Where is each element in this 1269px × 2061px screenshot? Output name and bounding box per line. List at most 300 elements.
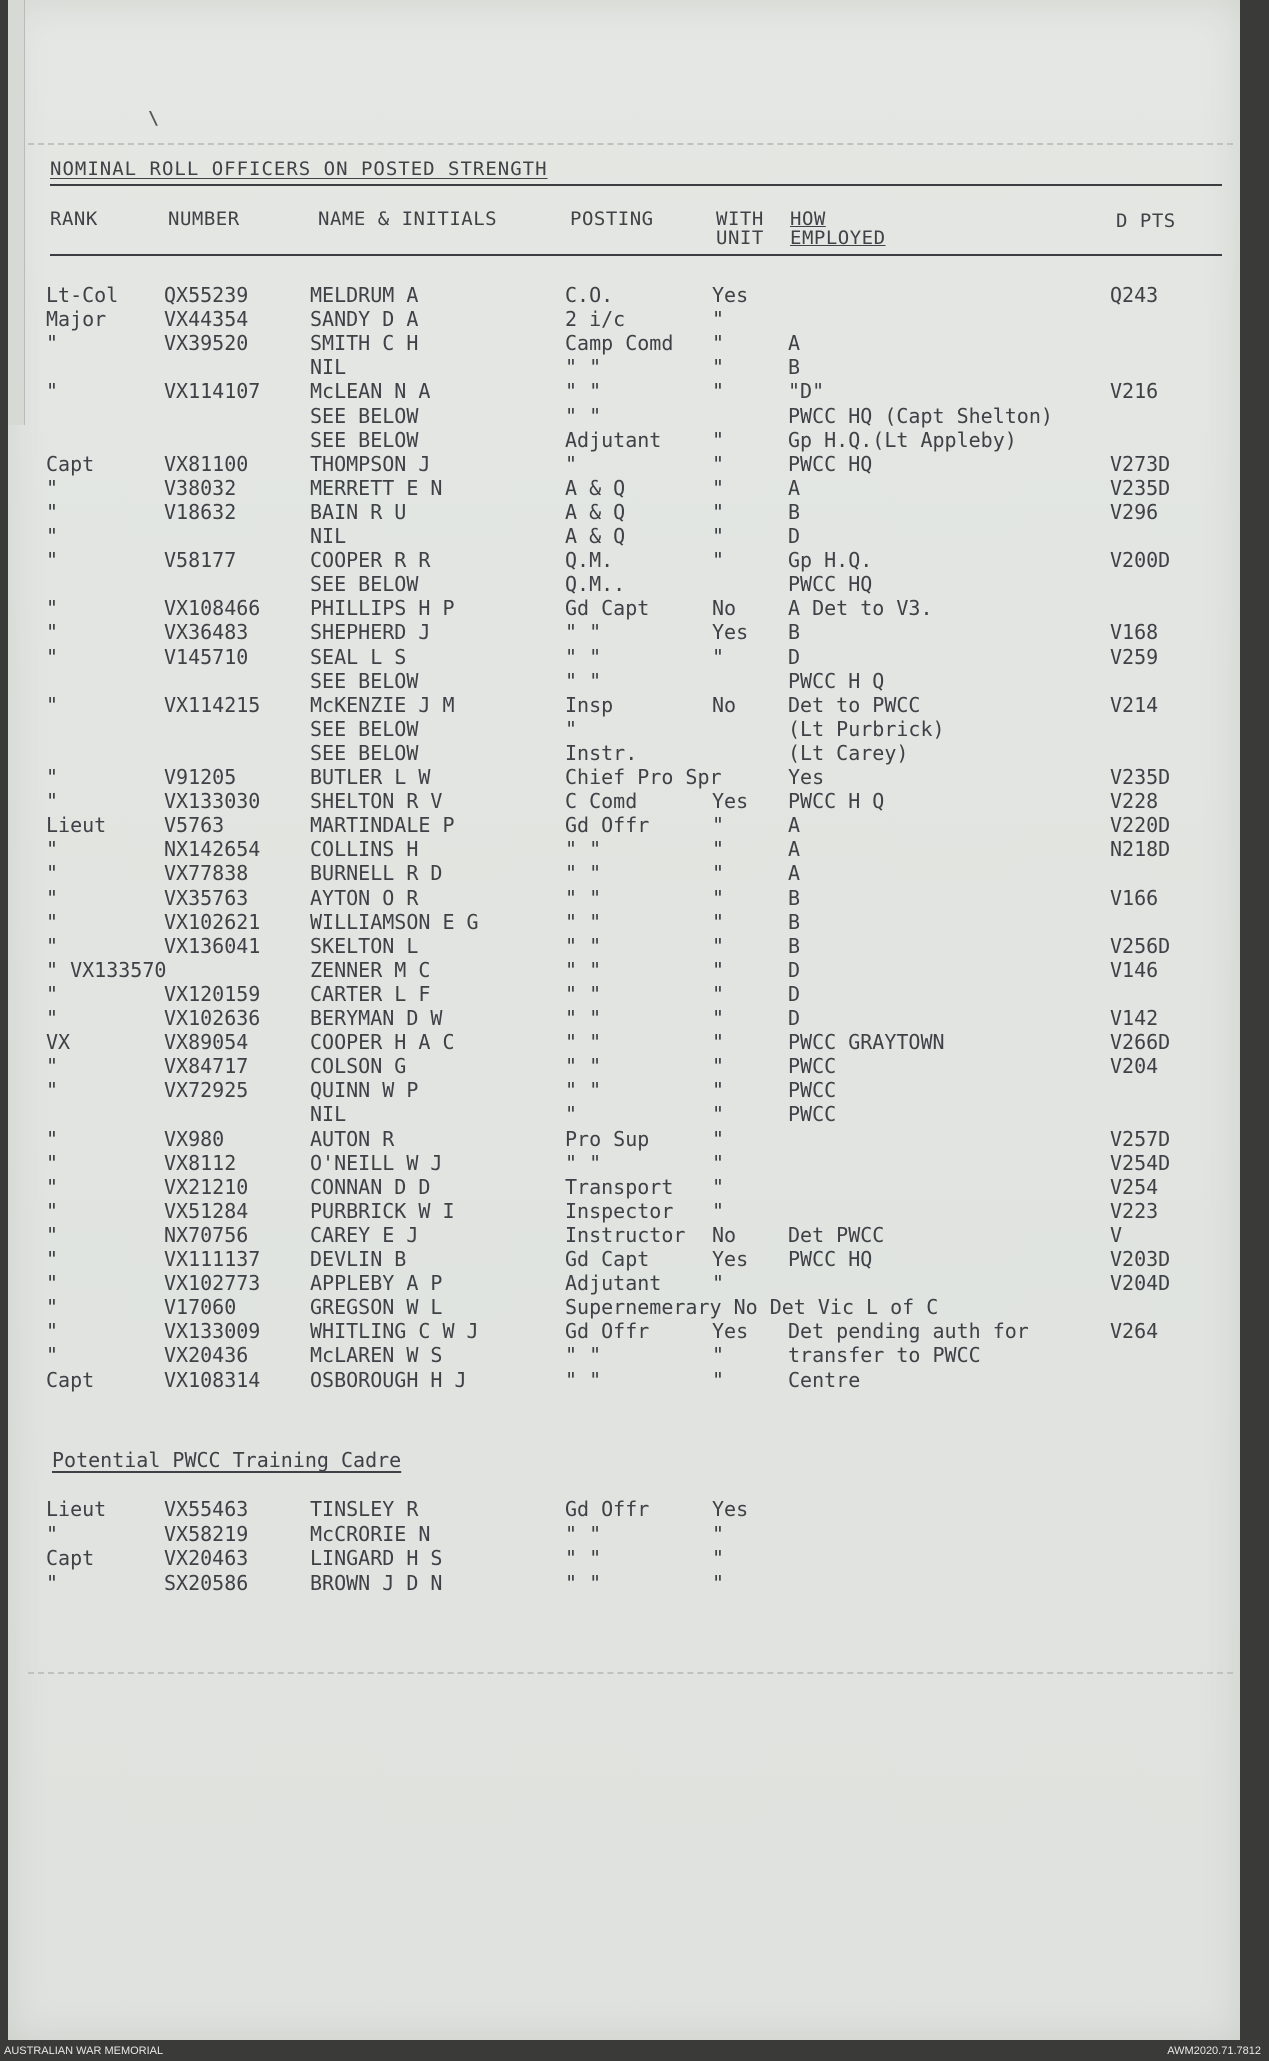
cell-how: A <box>788 475 801 500</box>
cell-name: CAREY E J <box>310 1222 419 1247</box>
cell-name: SEE BELOW <box>310 427 419 452</box>
table-row <box>0 572 1232 596</box>
cell-post: A & Q <box>565 475 626 500</box>
cell-how: "D" <box>788 379 825 404</box>
cell-with: " <box>712 1367 725 1392</box>
cell-rank: " <box>46 1054 59 1079</box>
cell-name: BROWN J D N <box>310 1570 443 1595</box>
cell-how: PWCC <box>788 1078 837 1103</box>
cell-post: C Comd <box>565 789 638 814</box>
cell-rank: " <box>46 475 59 500</box>
cell-post: Transport <box>565 1174 674 1199</box>
cell-num: VX102636 <box>164 1006 261 1030</box>
cell-how: D <box>788 644 801 669</box>
cell-with: " <box>712 933 725 958</box>
cell-post: Instr. <box>565 740 638 765</box>
table-row <box>0 1054 1232 1078</box>
cell-rank: Lieut <box>46 813 107 838</box>
cell-num: V145710 <box>164 644 249 669</box>
cell-pts: V254 <box>1110 1174 1159 1199</box>
cell-with: " <box>712 427 725 452</box>
cell-pts: V142 <box>1110 1006 1159 1030</box>
cell-rank: " <box>46 548 59 573</box>
cell-num: V5763 <box>164 813 225 838</box>
cell-num: VX84717 <box>164 1054 249 1079</box>
cell-name: WHITLING C W J <box>310 1319 479 1344</box>
cell-rank: " <box>46 692 59 717</box>
cell-rank: " <box>46 499 59 524</box>
cell-num: VX35763 <box>164 885 249 910</box>
cell-name: SEAL L S <box>310 644 407 669</box>
cell-post: Pro Sup <box>565 1126 650 1151</box>
cell-post: " " <box>565 1078 602 1103</box>
cell-how: transfer to PWCC <box>788 1343 981 1368</box>
cell-post: Camp Comd <box>565 331 674 356</box>
cell-pts: V256D <box>1110 933 1171 958</box>
table-row <box>0 331 1232 355</box>
cell-rank: Capt <box>46 1367 95 1392</box>
perforation-bottom <box>28 1672 1233 1674</box>
footer-bar <box>0 2040 1269 2061</box>
cell-num: VX51284 <box>164 1198 249 1223</box>
cell-how: Centre <box>788 1367 861 1392</box>
table-row <box>0 1497 1232 1521</box>
cell-pts: V264 <box>1110 1319 1159 1344</box>
cell-name: GREGSON W L <box>310 1295 443 1320</box>
cell-name: McLAREN W S <box>310 1343 443 1368</box>
cell-post: Insp <box>565 692 614 717</box>
cell-with: " <box>712 499 725 524</box>
cell-num: V38032 <box>164 475 237 500</box>
cell-post: " " <box>565 837 602 862</box>
cell-how: PWCC <box>788 1054 837 1079</box>
cell-num: VX36483 <box>164 620 249 645</box>
cell-pts: V166 <box>1110 885 1159 910</box>
cell-name: BAIN R U <box>310 499 407 524</box>
cell-name: COLLINS H <box>310 837 419 862</box>
cell-pts: V220D <box>1110 813 1171 838</box>
cell-rank: " <box>46 765 59 789</box>
cell-num: SX20586 <box>164 1570 249 1595</box>
cell-with: Yes <box>712 789 749 814</box>
cell-name: SEE BELOW <box>310 403 419 428</box>
cell-post: " <box>565 1102 578 1127</box>
cell-name: O'NEILL W J <box>310 1150 443 1175</box>
cell-num: VX77838 <box>164 861 249 886</box>
cell-name: PURBRICK W I <box>310 1198 455 1223</box>
cell-rank: " <box>46 1570 59 1595</box>
cell-with: " <box>712 957 725 982</box>
cell-how: D <box>788 957 801 982</box>
table-row <box>0 1368 1232 1392</box>
cell-num: VX44354 <box>164 307 249 332</box>
table-row <box>0 524 1232 548</box>
table-row <box>0 620 1232 644</box>
cell-how: PWCC <box>788 1102 837 1127</box>
cell-post: " " <box>565 1030 602 1055</box>
cell-post: " " <box>565 861 602 886</box>
cadre-title: Potential PWCC Training Cadre <box>52 1448 402 1472</box>
table-row <box>0 1319 1232 1343</box>
cell-how: B <box>788 499 801 524</box>
cell-post: Q.M.. <box>565 572 626 597</box>
cell-name: SKELTON L <box>310 933 419 958</box>
cell-rank: " VX133570 <box>46 957 167 982</box>
cell-with: " <box>712 909 725 934</box>
cell-with: " <box>712 644 725 669</box>
cell-rank: " <box>46 1247 59 1271</box>
cell-with: " <box>712 451 725 476</box>
cell-rank: " <box>46 885 59 910</box>
cell-how: PWCC HQ <box>788 572 873 597</box>
cell-post: Adjutant <box>565 427 662 452</box>
cell-name: DEVLIN B <box>310 1247 407 1271</box>
cell-rank: VX <box>46 1030 71 1055</box>
cell-rank: " <box>46 1343 59 1368</box>
cell-num: V58177 <box>164 548 237 573</box>
header-posting: POSTING <box>570 208 654 230</box>
cell-post: " " <box>565 957 602 982</box>
cell-num: NX142654 <box>164 837 261 862</box>
cell-post: " " <box>565 644 602 669</box>
cell-num: VX55463 <box>164 1497 249 1521</box>
cell-pts: Q243 <box>1110 283 1159 307</box>
table-row <box>0 813 1232 837</box>
cell-num: VX108466 <box>164 596 261 621</box>
table-row <box>0 1175 1232 1199</box>
table-row <box>0 765 1232 789</box>
cell-how: B <box>788 885 801 910</box>
cell-post: " <box>565 716 578 741</box>
cell-rank: Major <box>46 307 107 332</box>
header-d-pts: D PTS <box>1116 210 1176 232</box>
cell-rank: " <box>46 1319 59 1344</box>
cell-with: " <box>712 861 725 886</box>
cell-pts: V296 <box>1110 499 1159 524</box>
cell-with: " <box>712 981 725 1006</box>
cell-how: D <box>788 1006 801 1030</box>
cell-name: SANDY D A <box>310 307 419 332</box>
cell-rank: " <box>46 1271 59 1296</box>
cell-name: CONNAN D D <box>310 1174 431 1199</box>
cell-num: VX89054 <box>164 1030 249 1055</box>
table-row <box>0 1078 1232 1102</box>
cell-name: WILLIAMSON E G <box>310 909 479 934</box>
cell-num: V17060 <box>164 1295 237 1320</box>
cell-pts: V200D <box>1110 548 1171 573</box>
cell-rank: " <box>46 1521 59 1546</box>
cell-how: A <box>788 331 801 356</box>
cell-name: SEE BELOW <box>310 716 419 741</box>
cell-how: A Det to V3. <box>788 596 933 621</box>
cell-how: A <box>788 837 801 862</box>
cell-rank: " <box>46 1126 59 1151</box>
table-row <box>0 789 1232 813</box>
table-row <box>0 1247 1232 1271</box>
document-title: NOMINAL ROLL OFFICERS ON POSTED STRENGTH <box>50 158 548 180</box>
cell-how: A <box>788 861 801 886</box>
cell-num: VX111137 <box>164 1247 261 1271</box>
cell-name: SEE BELOW <box>310 668 419 693</box>
table-row <box>0 982 1232 1006</box>
cell-name: QUINN W P <box>310 1078 419 1103</box>
cell-pts: V223 <box>1110 1198 1159 1223</box>
cell-rank: " <box>46 837 59 862</box>
cell-name: SEE BELOW <box>310 740 419 765</box>
cell-pts: V204 <box>1110 1054 1159 1079</box>
table-row <box>0 307 1232 331</box>
table-row <box>0 1546 1232 1570</box>
cell-rank: Capt <box>46 1546 95 1570</box>
table-row <box>0 669 1232 693</box>
table-row <box>0 1343 1232 1367</box>
cell-with: " <box>712 475 725 500</box>
cell-name: BURNELL R D <box>310 861 443 886</box>
cell-name: COOPER R R <box>310 548 431 573</box>
table-row <box>0 1006 1232 1030</box>
footer-accession: AWM2020.71.7812 <box>1167 2045 1261 2057</box>
table-row <box>0 717 1232 741</box>
cell-pts: V168 <box>1110 620 1159 645</box>
cell-how: Det to PWCC <box>788 692 921 717</box>
cell-name: NIL <box>310 524 347 548</box>
table-row <box>0 910 1232 934</box>
cell-rank: " <box>46 644 59 669</box>
cell-name: ZENNER M C <box>310 957 431 982</box>
cell-with: " <box>712 885 725 910</box>
cell-how: B <box>788 933 801 958</box>
cell-how: PWCC HQ <box>788 1247 873 1271</box>
table-row <box>0 693 1232 717</box>
cell-num: VX39520 <box>164 331 249 356</box>
cell-name: NIL <box>310 355 347 380</box>
cell-with: " <box>712 813 725 838</box>
cell-pts: V <box>1110 1222 1123 1247</box>
cell-with: " <box>712 548 725 573</box>
cell-with: No <box>712 692 737 717</box>
cell-with: " <box>712 1006 725 1030</box>
cell-with: No <box>712 1222 737 1247</box>
cell-rank: " <box>46 1295 59 1320</box>
cell-name: CARTER L F <box>310 981 431 1006</box>
cell-pts: V273D <box>1110 451 1171 476</box>
cell-post: " " <box>565 1367 602 1392</box>
cell-how: Det PWCC <box>788 1222 885 1247</box>
cell-post: Gd Capt <box>565 1247 650 1271</box>
title-rule <box>50 184 1222 186</box>
table-row <box>0 1127 1232 1151</box>
cell-post: " " <box>565 1570 602 1595</box>
cell-num: VX58219 <box>164 1521 249 1546</box>
cell-pts: V254D <box>1110 1150 1171 1175</box>
cell-how: A <box>788 813 801 838</box>
cell-num: VX114107 <box>164 379 261 404</box>
cell-name: MARTINDALE P <box>310 813 455 838</box>
cell-with: Yes <box>712 1497 749 1521</box>
cell-how: B <box>788 355 801 380</box>
cell-num: VX81100 <box>164 451 249 476</box>
perforation-top <box>28 143 1233 145</box>
cell-rank: " <box>46 1174 59 1199</box>
cell-name: APPLEBY A P <box>310 1271 443 1296</box>
table-row <box>0 596 1232 620</box>
cell-name: TINSLEY R <box>310 1497 419 1521</box>
cell-rank: " <box>46 1222 59 1247</box>
cell-how: (Lt Purbrick) <box>788 716 945 741</box>
cell-how: PWCC H Q <box>788 789 885 814</box>
table-row <box>0 355 1232 379</box>
cell-num: V18632 <box>164 499 237 524</box>
table-row <box>0 837 1232 861</box>
cell-rank: Lieut <box>46 1497 107 1521</box>
header-name: NAME & INITIALS <box>318 208 498 230</box>
cell-with: " <box>712 1521 725 1546</box>
cell-rank: " <box>46 861 59 886</box>
cell-name: McCRORIE N <box>310 1521 431 1546</box>
cell-with: Yes <box>712 1319 749 1344</box>
table-row <box>0 404 1232 428</box>
cell-with: Yes <box>712 620 749 645</box>
cell-with: " <box>712 1174 725 1199</box>
cell-post: " " <box>565 668 602 693</box>
cell-with: " <box>712 1343 725 1368</box>
cell-post: Gd Capt <box>565 596 650 621</box>
cell-how: Det pending auth for <box>788 1319 1029 1344</box>
cell-rank: " <box>46 1198 59 1223</box>
cell-post: " " <box>565 1343 602 1368</box>
cell-with: " <box>712 307 725 332</box>
cell-how: B <box>788 620 801 645</box>
cell-pts: V204D <box>1110 1271 1171 1296</box>
cell-num: VX120159 <box>164 981 261 1006</box>
cell-pts: V257D <box>1110 1126 1171 1151</box>
cell-num: VX133030 <box>164 789 261 814</box>
cell-rank: " <box>46 379 59 404</box>
cell-name: SHEPHERD J <box>310 620 431 645</box>
cell-with: " <box>712 1054 725 1079</box>
cell-post: " " <box>565 981 602 1006</box>
cell-post: A & Q <box>565 499 626 524</box>
table-row <box>0 1151 1232 1175</box>
table-row <box>0 886 1232 910</box>
cell-post: A & Q <box>565 524 626 548</box>
cell-num: VX8112 <box>164 1150 237 1175</box>
table-row <box>0 861 1232 885</box>
cell-post: Gd Offr <box>565 813 650 838</box>
cell-with: " <box>712 1150 725 1175</box>
header-number: NUMBER <box>168 208 240 230</box>
cell-name: SEE BELOW <box>310 572 419 597</box>
cell-pts: V235D <box>1110 475 1171 500</box>
table-row <box>0 1030 1232 1054</box>
table-row <box>0 476 1232 500</box>
header-with-unit: WITH UNIT <box>716 208 764 249</box>
cell-with: " <box>712 1570 725 1595</box>
header-rule <box>50 254 1222 256</box>
cell-num: VX72925 <box>164 1078 249 1103</box>
cell-pts: V228 <box>1110 789 1159 814</box>
cell-rank: " <box>46 1078 59 1103</box>
cell-pts: N218D <box>1110 837 1171 862</box>
cell-with: " <box>712 1030 725 1055</box>
cell-post: " " <box>565 403 602 428</box>
cell-how: B <box>788 909 801 934</box>
table-row <box>0 548 1232 572</box>
cell-rank: " <box>46 1006 59 1030</box>
cell-post: Q.M. <box>565 548 614 573</box>
table-row <box>0 1199 1232 1223</box>
cell-how: (Lt Carey) <box>788 740 909 765</box>
header-rank: RANK <box>50 208 98 230</box>
cell-post: " " <box>565 379 602 404</box>
cell-post: " " <box>565 620 602 645</box>
table-row <box>0 958 1232 982</box>
footer-credit: AUSTRALIAN WAR MEMORIAL <box>4 2045 164 2057</box>
cell-post: " " <box>565 909 602 934</box>
cell-num: QX55239 <box>164 283 249 307</box>
cell-how: Gp H.Q.(Lt Appleby) <box>788 427 1017 452</box>
cell-post: " " <box>565 1546 602 1570</box>
cell-post: Gd Offr <box>565 1497 650 1521</box>
cell-name: PHILLIPS H P <box>310 596 455 621</box>
cell-num: VX114215 <box>164 692 261 717</box>
cell-rank: " <box>46 524 59 548</box>
cell-with: " <box>712 355 725 380</box>
cell-post: " <box>565 451 578 476</box>
cell-num: V91205 <box>164 765 237 789</box>
cell-rank: " <box>46 933 59 958</box>
cell-with: " <box>712 1198 725 1223</box>
cell-post: " " <box>565 1150 602 1175</box>
cell-post: " " <box>565 1054 602 1079</box>
cell-num: VX980 <box>164 1126 225 1151</box>
cell-rank: " <box>46 331 59 356</box>
cell-with: " <box>712 524 725 548</box>
cell-how: PWCC HQ <box>788 451 873 476</box>
cell-post: " " <box>565 885 602 910</box>
cell-name: McLEAN N A <box>310 379 431 404</box>
table-row <box>0 428 1232 452</box>
cell-how: PWCC HQ (Capt Shelton) <box>788 403 1053 428</box>
cell-name: AYTON O R <box>310 885 419 910</box>
cell-num: VX136041 <box>164 933 261 958</box>
cell-num: VX102621 <box>164 909 261 934</box>
cell-name: BERYMAN D W <box>310 1006 443 1030</box>
cell-how: D <box>788 524 801 548</box>
cell-name: MELDRUM A <box>310 283 419 307</box>
cell-name: NIL <box>310 1102 347 1127</box>
cell-pts: V266D <box>1110 1030 1171 1055</box>
cell-pts: V259 <box>1110 644 1159 669</box>
cell-name: THOMPSON J <box>310 451 431 476</box>
cell-with: " <box>712 1102 725 1127</box>
pencil-mark: \ <box>148 108 159 129</box>
cell-num: VX108314 <box>164 1367 261 1392</box>
cell-how: Yes <box>788 765 825 789</box>
cell-post: Chief Pro Spr <box>565 765 722 789</box>
table-row <box>0 934 1232 958</box>
cell-with: " <box>712 1126 725 1151</box>
cell-how: Gp H.Q. <box>788 548 873 573</box>
cell-post: " " <box>565 1521 602 1546</box>
cell-name: LINGARD H S <box>310 1546 443 1570</box>
cell-name: MERRETT E N <box>310 475 443 500</box>
cell-num: VX20436 <box>164 1343 249 1368</box>
cell-num: VX21210 <box>164 1174 249 1199</box>
cell-post: " " <box>565 355 602 380</box>
cell-post: Supernemerary No Det Vic L of C <box>565 1295 939 1320</box>
cell-rank: Capt <box>46 451 95 476</box>
